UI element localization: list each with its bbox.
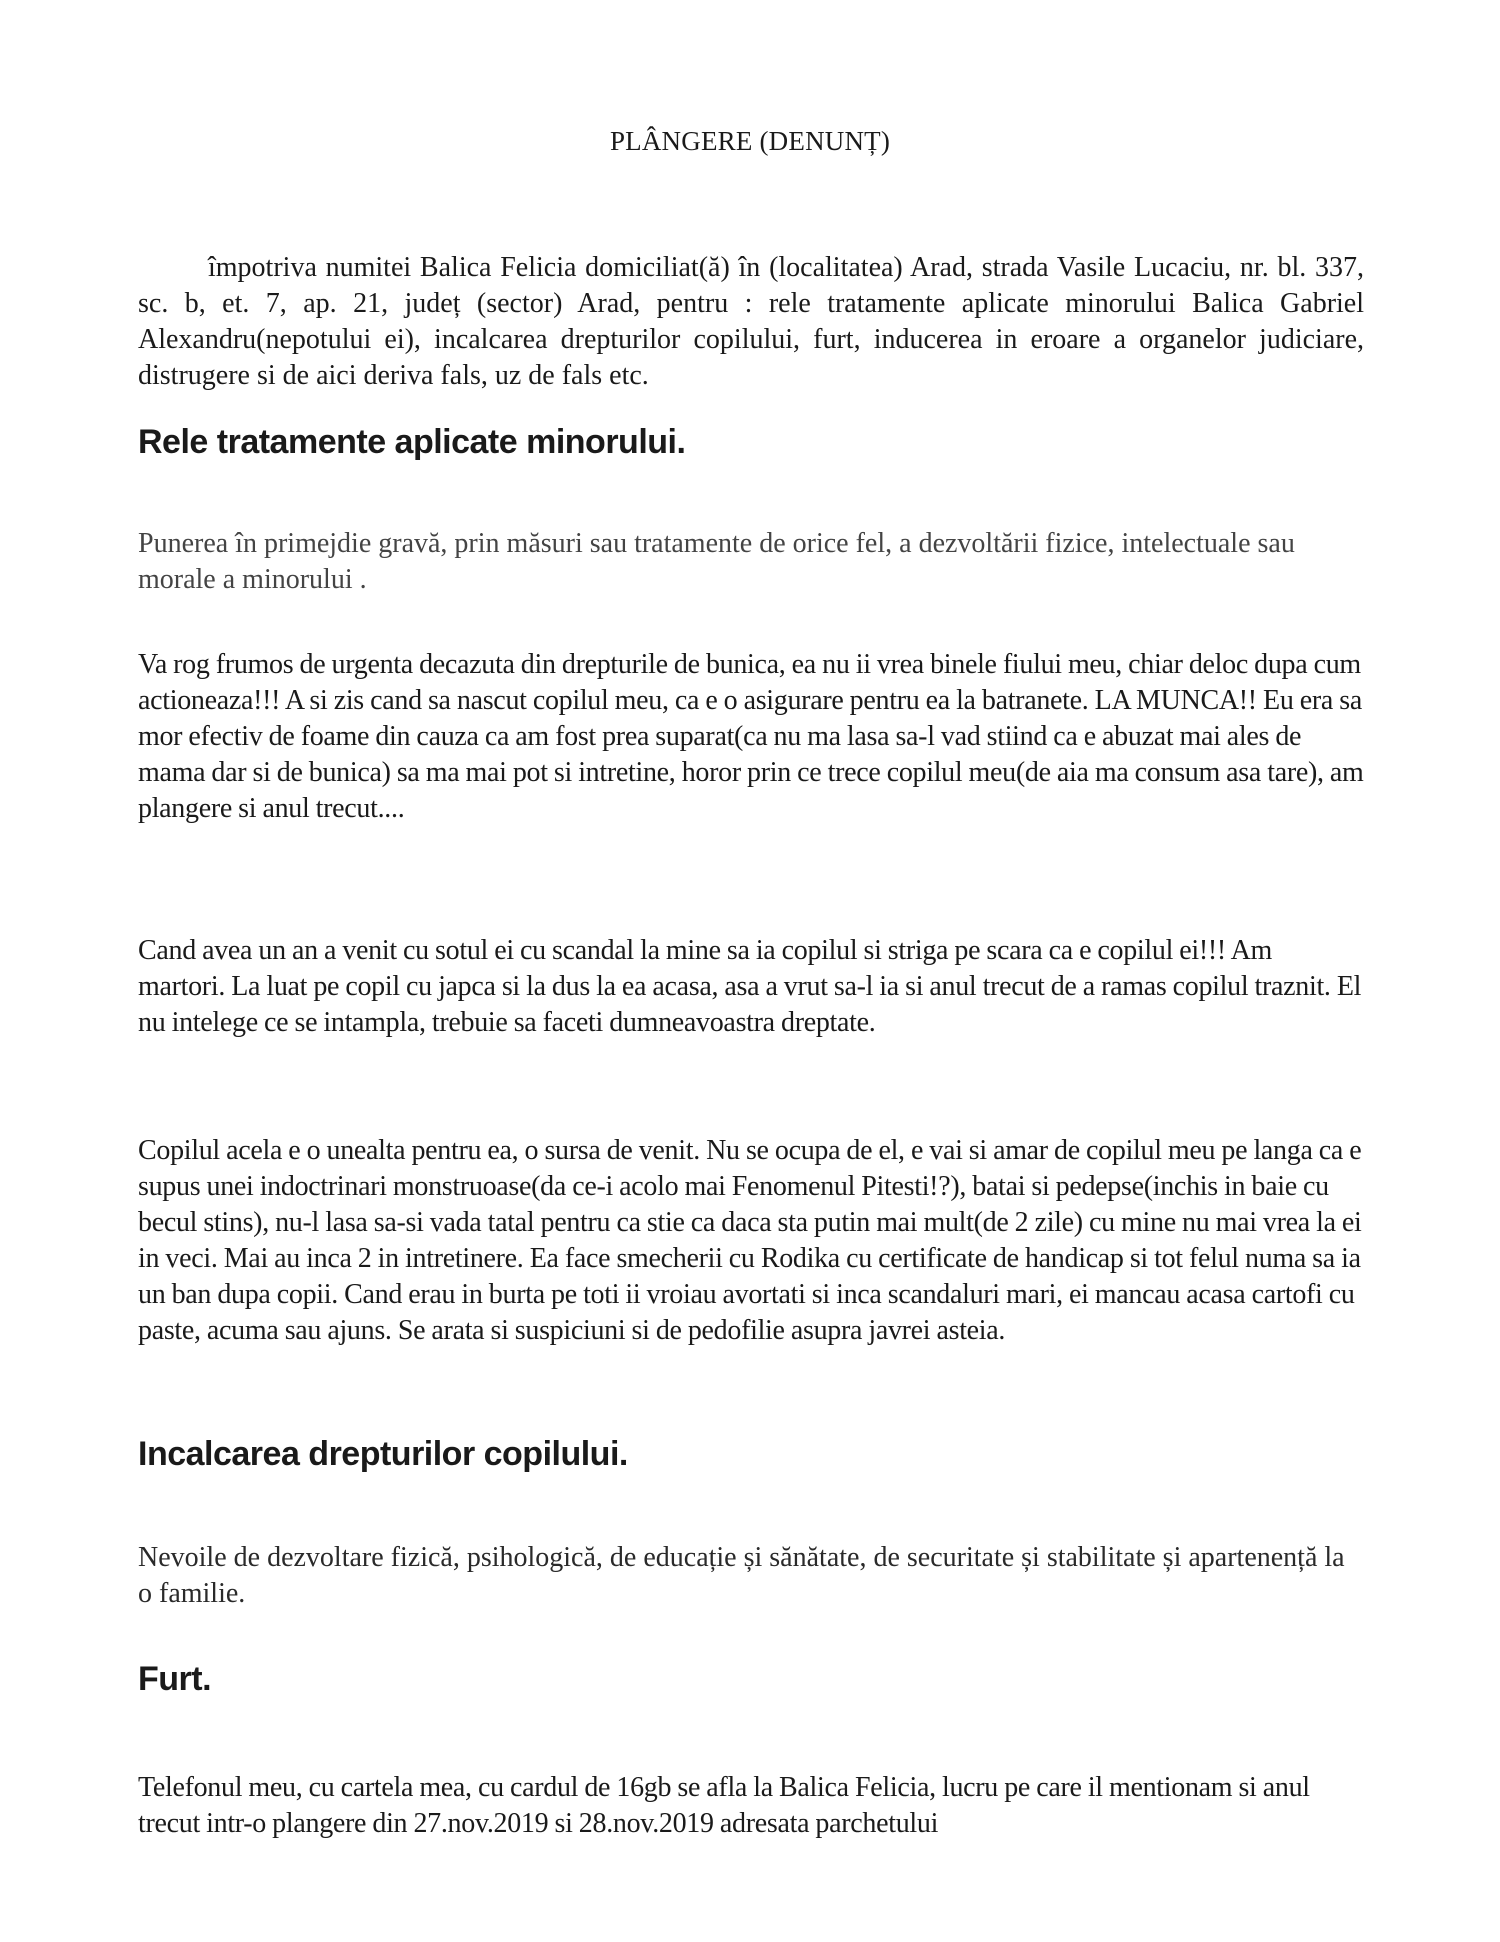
section-definition-rele-tratamente: Punerea în primejdie gravă, prin măsuri sau tratamente de orice fel, a dezvoltării fizice, intelectuale sau morale a minorului . [138,528,1295,595]
body-paragraph: Copilul acela e o unealta pentru ea, o sursa de venit. Nu se ocupa de el, e vai si amar de copilul meu pe langa ca e supus unei indoctrinari monstruoase(da ce-i acolo mai Fenomenul Pitesti!?), batai si pedepse(inchis in baie cu becul stins), nu-l lasa sa-si vada tatal pentru ca stie ca daca sta putin mai mult(de 2 zile) cu mine nu mai vrea la ei in veci. Mai au inca 2 in intretinere. Ea face smecherii cu Rodika cu certificate de handicap si tot felul numa sa ia un ban dupa copii. Cand erau in burta pe toti ii vroiau avortati si inca scandaluri mari, ei mancau acasa cartofi cu paste, acuma sau ajuns. Se arata si suspiciuni si de pedofilie asupra javrei asteia. [138,1135,1362,1346]
intro-paragraph: împotriva numitei Balica Felicia domiciliat(ă) în (localitatea) Arad, strada Vasile Lucaciu, nr. bl. 337, sc. b, et. 7, ap. 21, județ (sector) Arad, pentru : rele tratamente aplicate minorului Balica Gabriel Alexandru(nepotului ei), incalcarea drepturilor copilului, furt, inducerea in eroare a organelor judiciare, distrugere si de aici deriva fals, uz de fals etc. [138,252,1364,391]
body-paragraph: Va rog frumos de urgenta decazuta din drepturile de bunica, ea nu ii vrea binele fiului meu, chiar deloc dupa cum actioneaza!!! A si zis cand sa nascut copilul meu, ca e o asigurare pentru ea la batranete. LA MUNCA!! Eu era sa mor efectiv de foame din cauza ca am fost prea suparat(ca nu ma lasa sa-l vad stiind ca e abuzat mai ales de mama dar si de bunica) sa ma mai pot si intretine, horor prin ce trece copilul meu(de aia ma consum asa tare), am plangere si anul trecut.... [138,649,1364,824]
document-title: PLÂNGERE (DENUNȚ) [609,126,891,156]
document-body [138,250,1364,1839]
section-definition-incalcarea-drepturilor: Nevoile de dezvoltare fizică, psihologică, de educație și sănătate, de securitate și stabilitate și apartenență la o familie. [138,1542,1345,1609]
section-heading-furt: Furt. [138,1660,212,1698]
body-paragraph: Cand avea un an a venit cu sotul ei cu scandal la mine sa ia copilul si striga pe scara ca e copilul ei!!! Am martori. La luat pe copil cu japca si la dus la ea acasa, asa a vrut sa-l ia si anul trecut de a ramas copilul traznit. El nu intelege ce se intampla, trebuie sa faceti dumneavoastra dreptate. [138,935,1362,1038]
section-heading-rele-tratamente: Rele tratamente aplicate minorului. [138,423,686,461]
body-paragraph: Telefonul meu, cu cartela mea, cu cardul de 16gb se afla la Balica Felicia, lucru pe care il mentionam si anul trecut intr-o plangere din 27.nov.2019 si 28.nov.2019 adresata parchetului [138,1772,1310,1839]
section-heading-incalcarea-drepturilor: Incalcarea drepturilor copilului. [138,1435,628,1473]
